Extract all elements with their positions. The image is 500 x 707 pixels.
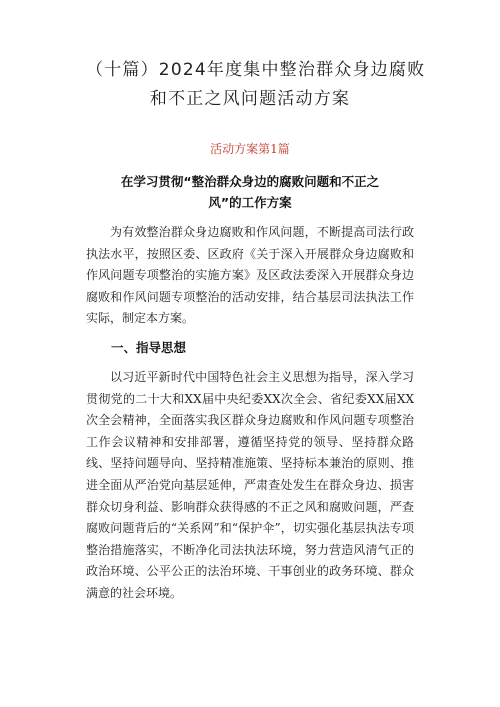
plan-title — [86, 171, 414, 213]
document-title-line2: 和不正之风问题活动方案 — [149, 89, 351, 109]
plan-title-line1: 在学习贯彻“整治群众身边的腐败问题和不正之 — [120, 174, 380, 189]
plan-title-line2: 风”的工作方案 — [208, 195, 292, 210]
document-title-line1: （十篇）2024年度集中整治群众身边腐败 — [86, 60, 426, 80]
section-heading-guiding-ideology: 一、指导思想 — [111, 339, 187, 355]
section-label: 活动方案第1篇 — [210, 142, 290, 156]
guiding-ideology-paragraph: 以习近平新时代中国特色社会主义思想为指导，深入学习贯彻党的二十大和XX届中央纪委XX次全会、省纪委XX届XX次全会精神，全面落实我区群众身边腐败和作风问题专项整治工作会议精神和安排部署，遵循坚持党的领导、坚持群众路线、坚持问题导向、坚持精准施策、坚持标本兼治的原则、推进全面从严治党向基层延伸，严肃查处发生在群众身边、损害群众切身利益、影响群众获得感的不正之风和腐败问题，严查腐败问题背后的“关系网”和“保护伞”，切实强化基层执法专项整治措施落实，不断净化司法执法环境，努力营造风清气正的政治环境、公平公正的法治环境、干事创业的政务环境、群众满意的社会环境。 — [86, 369, 414, 600]
intro-paragraph: 为有效整治群众身边腐败和作风问题，不断提高司法行政执法水平，按照区委、区政府《关于深入开展群众身边腐败和作风问题专项整治的实施方案》及区政法委深入开展群众身边腐败和作风问题专项整治的活动安排，结合基层司法执法工作实际，制定本方案。 — [86, 225, 414, 326]
document-title — [86, 0, 426, 114]
